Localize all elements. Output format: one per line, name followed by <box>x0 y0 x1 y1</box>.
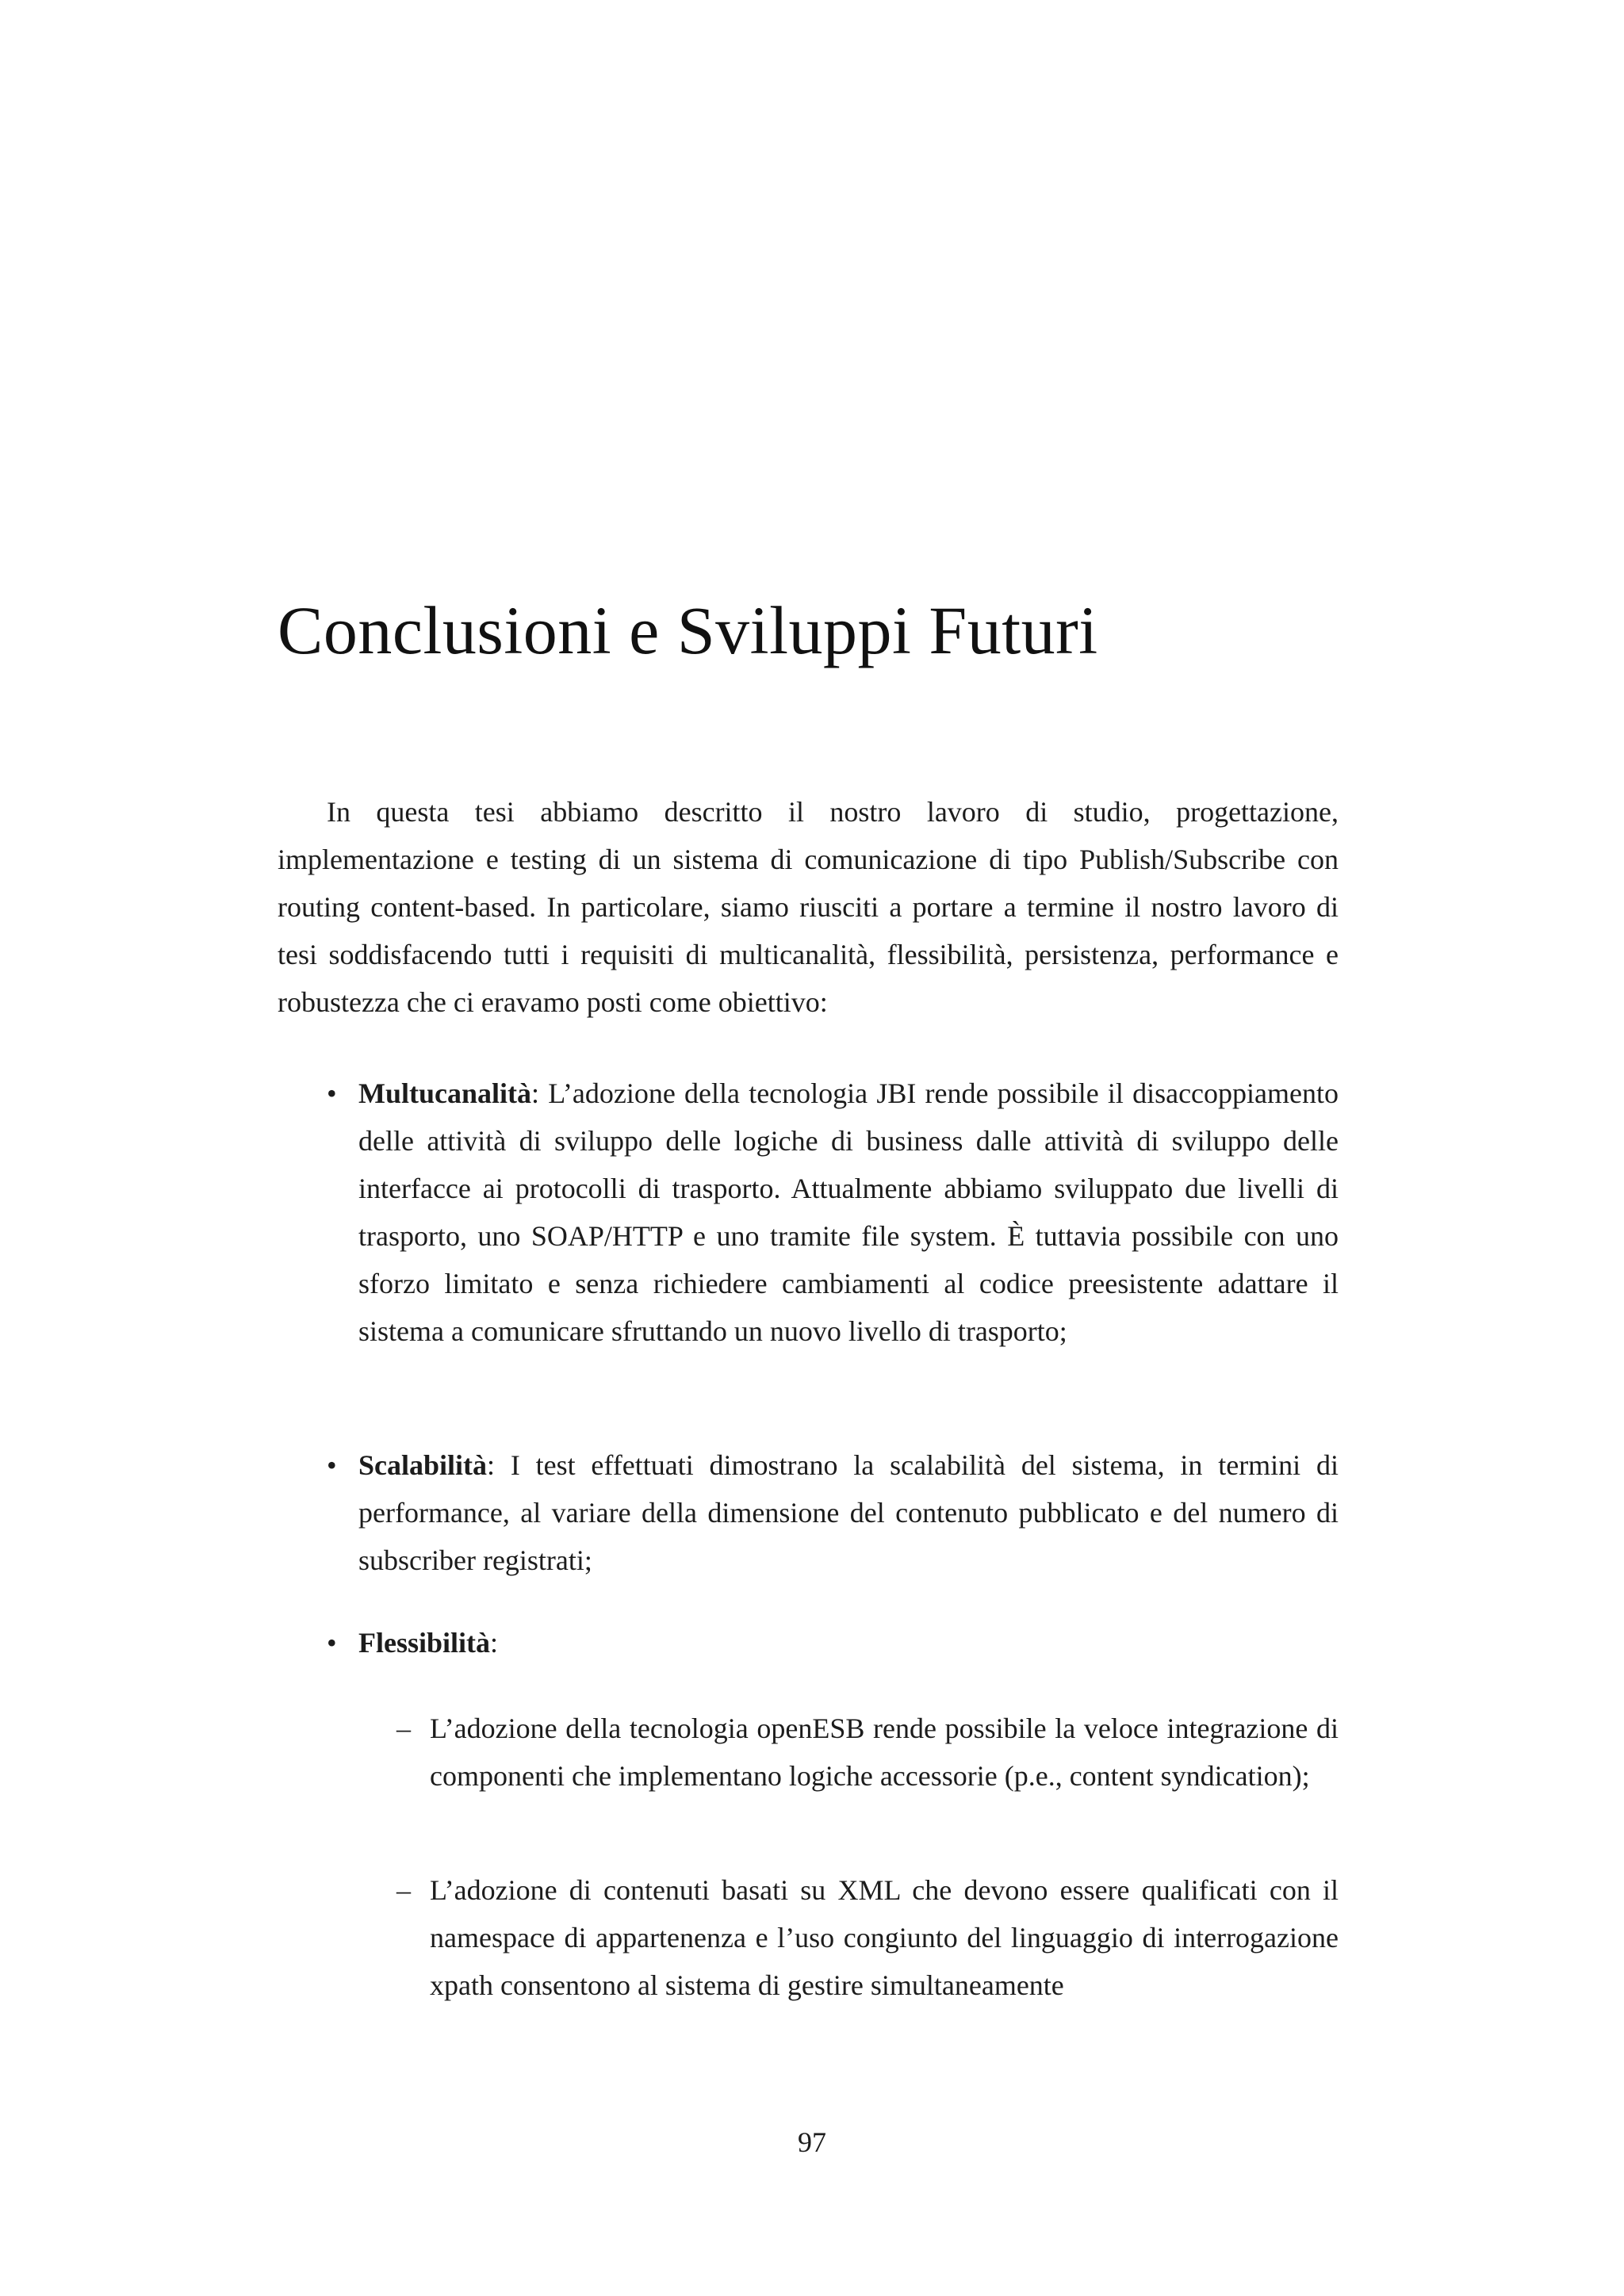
sub-list-item-text: L’adozione di contenuti basati su XML che devono essere qualificati con il namespace di appartenenza e l’uso congiunto del linguaggio di interrogazione xpath consentono al sistema di gestire simultaneamente <box>430 1874 1339 2001</box>
list-item-body <box>358 1070 1339 1355</box>
bullet-icon: • <box>327 1449 337 1481</box>
list-item-body <box>358 1441 1339 1584</box>
list-item-term: Multucanalità <box>358 1077 532 1109</box>
page-number: 97 <box>798 2126 826 2158</box>
list-item-multicanalita <box>278 1070 1339 1355</box>
sub-list-item <box>358 1866 1339 2009</box>
chapter-title: Conclusioni e Sviluppi Futuri <box>278 592 1098 668</box>
sub-list-item <box>358 1705 1339 1800</box>
list-item-body <box>358 1619 1339 1667</box>
list-item-scalabilita <box>278 1441 1339 1584</box>
list-item-term: Flessibilità <box>358 1627 491 1659</box>
dash-icon: – <box>396 1712 411 1744</box>
list-item-text: : <box>490 1627 499 1659</box>
bullet-icon: • <box>327 1077 337 1109</box>
sub-list-item-text: L’adozione della tecnologia openESB rende possibile la veloce integrazione di componenti che implementano logiche accessorie (p.e., content syndication); <box>430 1712 1339 1792</box>
dash-icon: – <box>396 1874 411 1906</box>
bullet-icon: • <box>327 1627 337 1659</box>
list-item-text: : I test effettuati dimostrano la scalabilità del sistema, in termini di performance, al variare della dimensione del contenuto pubblicato e del numero di subscriber registrati; <box>358 1449 1339 1576</box>
list-item-term: Scalabilità <box>358 1449 488 1481</box>
list-item-flessibilita <box>278 1619 1339 1667</box>
intro-paragraph: In questa tesi abbiamo descritto il nostro lavoro di studio, progettazione, implementazione e testing di un sistema di comunicazione di tipo Publish/Subscribe con routing content-based. In particolare, siamo riusciti a portare a termine il nostro lavoro di tesi soddisfacendo tutti i requisiti di multicanalità, flessibilità, persistenza, performance e robustezza che ci eravamo posti come obiettivo: <box>278 796 1339 1018</box>
list-item-text: : L’adozione della tecnologia JBI rende possibile il disaccoppiamento delle attività di sviluppo delle logiche di business dalle attività di sviluppo delle interfacce ai protocolli di trasporto. Attualmente abbiamo sviluppato due livelli di trasporto, uno SOAP/HTTP e uno tramite file system. È tuttavia possibile con uno sforzo limitato e senza richiedere cambiamenti al codice preesistente adattare il sistema a comunicare sfruttando un nuovo livello di trasporto; <box>358 1077 1339 1347</box>
